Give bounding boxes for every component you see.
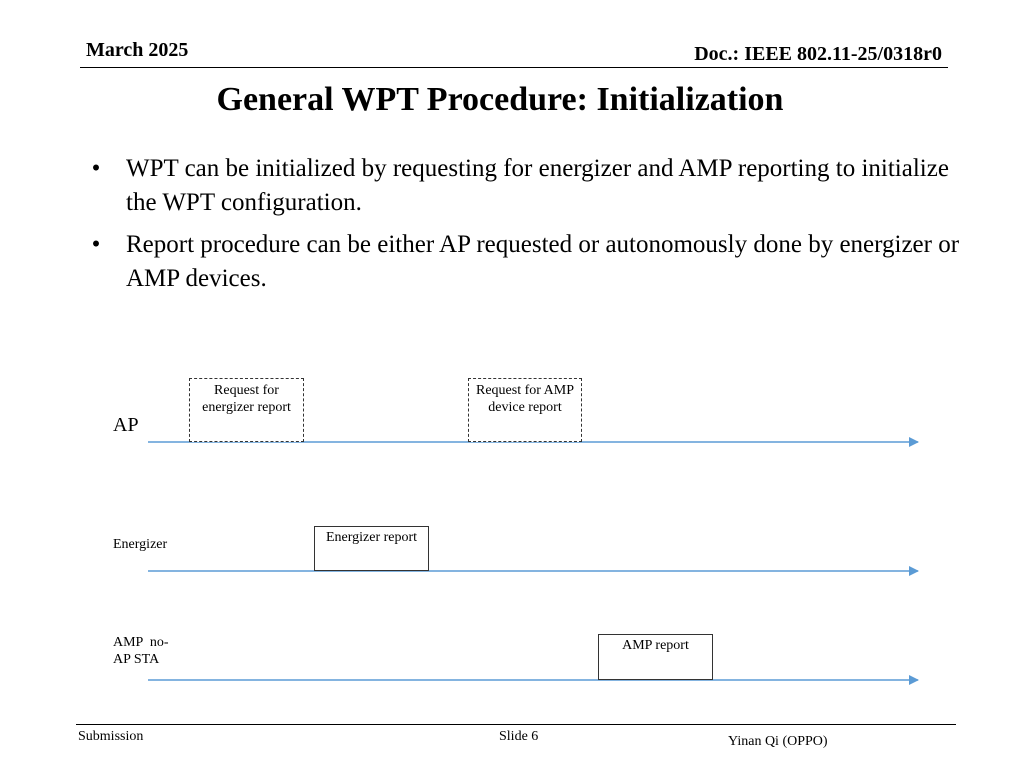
footer-slide-number: Slide 6 [499,729,539,744]
header-doc-id: Doc.: IEEE 802.11-25/0318r0 [694,43,942,65]
box-text-line1: Request for [214,383,279,398]
box-request-energizer-report [189,378,304,442]
lane-label-amp-line2: AP STA [113,652,160,667]
bullet-icon: • [91,231,101,258]
lane-label-ap: AP [113,414,139,436]
footer-author: Yinan Qi (OPPO) [728,734,828,749]
lane-label-energizer: Energizer [113,537,168,552]
box-energizer-report [314,526,429,571]
footer-divider [76,724,956,725]
bullet-text: Report procedure can be either AP requested or autonomously done by energizer or AMP devices. [126,231,960,292]
lane-label-amp-line1: AMP no- [113,635,169,650]
box-text: Energizer report [325,530,418,545]
box-request-amp-report [468,378,582,442]
slide-title: General WPT Procedure: Initialization [216,81,784,118]
box-text-line2: energizer report [202,400,291,415]
box-amp-report [598,634,713,680]
bullet-text: WPT can be initialized by requesting for energizer and AMP reporting to initialize the WPT configuration. [126,155,949,216]
box-text: AMP report [622,638,689,653]
footer-submission: Submission [78,729,144,744]
header-date: March 2025 [86,39,189,61]
bullet-icon: • [91,155,101,182]
box-text-line1: Request for AMP [476,383,574,398]
box-text-line2: device report [488,400,562,415]
lane-label-amp [113,634,169,668]
